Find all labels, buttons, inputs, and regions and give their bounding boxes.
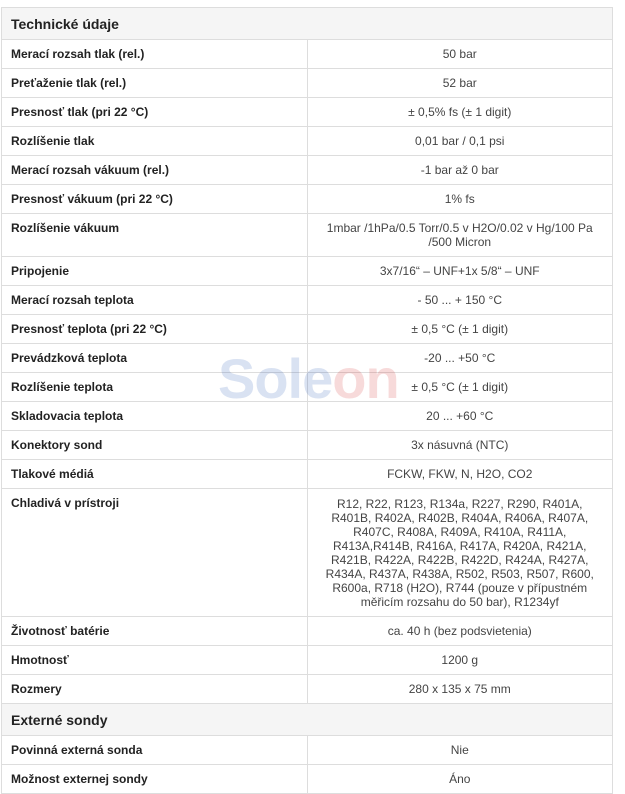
spec-sheet [1,7,613,794]
spec-row [2,765,613,794]
spec-value: ± 0,5% fs (± 1 digit) [307,98,613,127]
spec-value: 3x7/16“ – UNF+1x 5/8“ – UNF [307,257,613,286]
spec-row [2,257,613,286]
spec-label: Presnosť teplota (pri 22 °C) [2,315,308,344]
spec-value: 50 bar [307,40,613,69]
spec-label: Rozlíšenie teplota [2,373,308,402]
spec-value: 1200 g [307,646,613,675]
spec-value: - 50 ... + 150 °C [307,286,613,315]
spec-value: Nie [307,736,613,765]
section-title: Externé sondy [2,704,613,736]
spec-table [1,7,613,794]
spec-row [2,286,613,315]
spec-value: Áno [307,765,613,794]
spec-value: -1 bar až 0 bar [307,156,613,185]
spec-value: 280 x 135 x 75 mm [307,675,613,704]
spec-row [2,127,613,156]
spec-value: -20 ... +50 °C [307,344,613,373]
spec-label: Chladivá v prístroji [2,489,308,617]
spec-label: Merací rozsah tlak (rel.) [2,40,308,69]
spec-value: ± 0,5 °C (± 1 digit) [307,373,613,402]
section-header [2,8,613,40]
spec-value: 20 ... +60 °C [307,402,613,431]
spec-value: 1mbar /1hPa/0.5 Torr/0.5 v H2O/0.02 v Hg/100 Pa /500 Micron [307,214,613,257]
spec-row [2,489,613,617]
spec-row [2,185,613,214]
spec-label: Presnosť vákuum (pri 22 °C) [2,185,308,214]
spec-row [2,315,613,344]
spec-value: ca. 40 h (bez podsvietenia) [307,617,613,646]
spec-row [2,69,613,98]
spec-row [2,460,613,489]
spec-row [2,156,613,185]
spec-label: Merací rozsah vákuum (rel.) [2,156,308,185]
spec-row [2,646,613,675]
spec-label: Povinná externá sonda [2,736,308,765]
spec-table-body [2,8,613,794]
section-header [2,704,613,736]
watermark-part-2: on [332,347,399,410]
spec-label: Hmotnosť [2,646,308,675]
spec-row [2,675,613,704]
spec-label: Možnost externej sondy [2,765,308,794]
spec-label: Pripojenie [2,257,308,286]
spec-label: Konektory sond [2,431,308,460]
spec-row [2,431,613,460]
spec-label: Presnosť tlak (pri 22 °C) [2,98,308,127]
spec-label: Životnosť batérie [2,617,308,646]
spec-label: Prevádzková teplota [2,344,308,373]
spec-label: Rozlíšenie vákuum [2,214,308,257]
spec-label: Preťaženie tlak (rel.) [2,69,308,98]
spec-label: Rozmery [2,675,308,704]
spec-label: Rozlíšenie tlak [2,127,308,156]
spec-value: 3x násuvná (NTC) [307,431,613,460]
spec-row [2,373,613,402]
spec-row [2,736,613,765]
spec-row [2,344,613,373]
spec-value: 52 bar [307,69,613,98]
spec-label: Tlakové médiá [2,460,308,489]
spec-label: Skladovacia teplota [2,402,308,431]
section-title: Technické údaje [2,8,613,40]
spec-row [2,40,613,69]
spec-label: Merací rozsah teplota [2,286,308,315]
spec-value: 1% fs [307,185,613,214]
spec-value: 0,01 bar / 0,1 psi [307,127,613,156]
watermark-part-1: Sole [218,347,333,410]
spec-row [2,617,613,646]
spec-value: FCKW, FKW, N, H2O, CO2 [307,460,613,489]
spec-value: R12, R22, R123, R134a, R227, R290, R401A, R401B, R402A, R402B, R404A, R406A, R407A, R407C, R408A, R409A, R410A, R411A, R413A,R414B, R416A, R417A, R420A, R421A, R421B, R422A, R422B, R422D, R424A, R427A, R434A, R437A, R438A, R502, R503, R507, R600, R600a, R718 (H2O), R744 (pouze v přípustném měřicím rozsahu do 50 bar), R1234yf [307,489,613,617]
spec-row [2,98,613,127]
spec-row [2,402,613,431]
spec-row [2,214,613,257]
spec-value: ± 0,5 °C (± 1 digit) [307,315,613,344]
